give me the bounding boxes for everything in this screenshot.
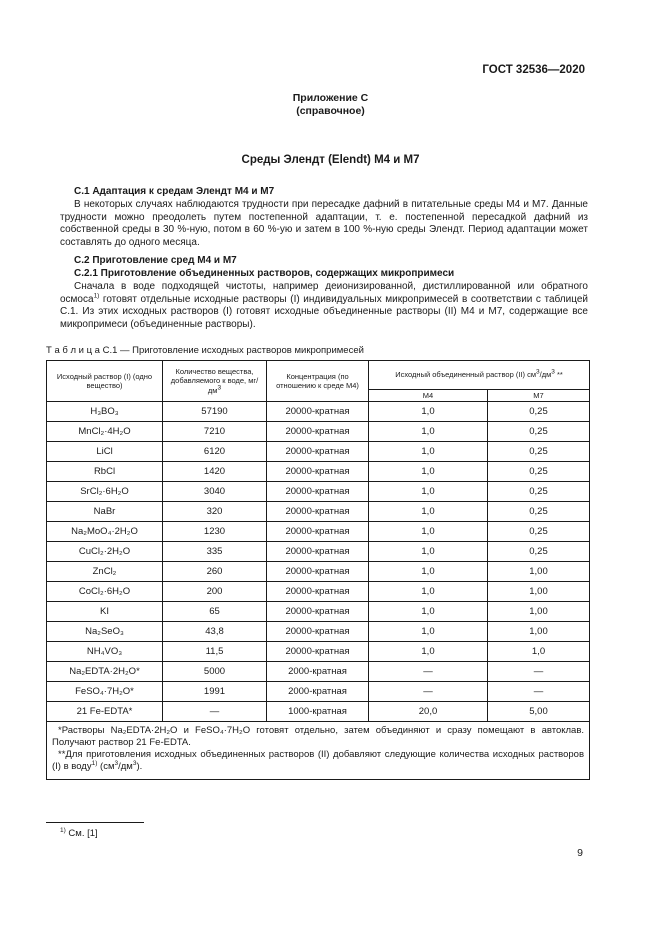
table-row	[47, 502, 590, 522]
table-note-1-text: *Растворы Na₂EDTA·2H₂O и FeSO₄·7H₂O готовят отдельно, затем объединяют и сразу помещают в автоклав. Получают раствор 21 Fe-EDTA.	[52, 725, 585, 748]
cell-substance: ZnCl₂	[47, 562, 163, 582]
cell-concentration: 20000-кратная	[267, 442, 369, 462]
annex-title: Приложение С	[292, 92, 369, 104]
cell-m7: 0,25	[488, 502, 590, 522]
cell-m4: 20,0	[369, 702, 488, 722]
cell-m4: 1,0	[369, 522, 488, 542]
cell-m4: 1,0	[369, 442, 488, 462]
heading-c21: С.2.1 Приготовление объединенных растворов, содержащих микропримеси	[74, 268, 455, 279]
cell-amount: 260	[163, 562, 267, 582]
header-combined-sup-b: 3	[551, 368, 555, 376]
cell-concentration: 1000-кратная	[267, 702, 369, 722]
cell-substance: Na₂EDTA·2H₂O*	[47, 662, 163, 682]
table-row	[47, 482, 590, 502]
table-notes-row	[47, 722, 590, 780]
cell-substance: SrCl₂·6H₂O	[47, 482, 163, 502]
cell-m7: 0,25	[488, 402, 590, 422]
cell-substance: LiCl	[47, 442, 163, 462]
table-row	[47, 462, 590, 482]
cell-concentration: 20000-кратная	[267, 602, 369, 622]
cell-amount: 1230	[163, 522, 267, 542]
cell-amount: 1991	[163, 682, 267, 702]
table-note-2-sup-b: 3	[114, 759, 119, 767]
header-concentration: Концентрация (по отношению к среде М4)	[267, 361, 369, 402]
cell-concentration: 20000-кратная	[267, 642, 369, 662]
header-stock-solution: Исходный раствор (I) (одно вещество)	[47, 361, 163, 402]
page-number: 9	[577, 847, 583, 859]
table-row	[47, 682, 590, 702]
cell-amount: 65	[163, 602, 267, 622]
cell-substance: NH₄VO₃	[47, 642, 163, 662]
cell-m7: —	[488, 682, 590, 702]
cell-concentration: 20000-кратная	[267, 582, 369, 602]
cell-concentration: 2000-кратная	[267, 662, 369, 682]
table-row	[47, 442, 590, 462]
section-title: Среды Элендт (Elendt) М4 и М7	[241, 154, 420, 166]
cell-substance: 21 Fe-EDTA*	[47, 702, 163, 722]
cell-amount: 335	[163, 542, 267, 562]
footnote-divider	[46, 822, 144, 823]
cell-m7: 5,00	[488, 702, 590, 722]
cell-amount: 200	[163, 582, 267, 602]
cell-amount: 57190	[163, 402, 267, 422]
cell-substance: CoCl₂·6H₂O	[47, 582, 163, 602]
table-note-1	[52, 725, 584, 749]
cell-amount: 6120	[163, 442, 267, 462]
paragraph-c21-text-b: готовят отдельные исходные растворы (I) индивидуальных микропримесей в соответствии с таблицей С.1. Из этих исходных растворов (I) готовят исходные объединенные растворы (II) М4 и М7, содержащие все микропримеси (объединенные растворы).	[60, 293, 588, 330]
cell-m4: 1,0	[369, 602, 488, 622]
cell-m7: 1,00	[488, 602, 590, 622]
cell-substance: Na₂SeO₃	[47, 622, 163, 642]
table-notes	[47, 722, 590, 780]
table-note-2-text-a: **Для приготовления исходных объединенных растворов (II) добавляют следующие количества исходных растворов (I) в воду	[52, 749, 585, 772]
table-row	[47, 562, 590, 582]
table-note-2-sup-a: 1)	[91, 759, 98, 767]
cell-concentration: 20000-кратная	[267, 422, 369, 442]
table-note-2-text-d: ).	[136, 761, 143, 772]
header-amount-text: Количество вещества, добавляемого к воде, мг/дм	[170, 366, 259, 395]
cell-m4: 1,0	[369, 642, 488, 662]
cell-m7: 0,25	[488, 442, 590, 462]
cell-amount: 5000	[163, 662, 267, 682]
cell-amount: 320	[163, 502, 267, 522]
footnote-mark: 1)	[60, 826, 66, 834]
paragraph-c1-text: В некоторых случаях наблюдаются трудности при пересадке дафний в питательные среды М4 и М7. Данные трудности можно преодолеть путем постепенной адаптации, т. е. постепенной пересадкой дафний из собственной среды в 30 %-ную, потом в 60 %-ую и затем в 100 %-ную среды Элендт. Период адаптации может составлять до одного месяца.	[60, 199, 588, 248]
table-row	[47, 602, 590, 622]
cell-m7: 1,00	[488, 622, 590, 642]
header-m7: М7	[488, 390, 590, 402]
header-amount-sup: 3	[217, 384, 222, 392]
cell-m7: 1,0	[488, 642, 590, 662]
cell-concentration: 20000-кратная	[267, 522, 369, 542]
table-row	[47, 622, 590, 642]
table-note-2-text-b: (см	[97, 761, 115, 772]
table-note-2	[52, 749, 584, 773]
cell-m4: 1,0	[369, 582, 488, 602]
header-amount	[163, 361, 267, 402]
table-row	[47, 582, 590, 602]
cell-concentration: 20000-кратная	[267, 482, 369, 502]
cell-m7: 0,25	[488, 422, 590, 442]
cell-substance: KI	[47, 602, 163, 622]
paragraph-c21-text-a: Сначала в воде подходящей чистоты, например деионизированной, дистиллированной или обратного осмоса	[60, 281, 588, 305]
cell-m4: —	[369, 682, 488, 702]
cell-substance: FeSO₄·7H₂O*	[47, 682, 163, 702]
cell-m7: 0,25	[488, 522, 590, 542]
header-combined-sup-a: 3	[535, 368, 540, 376]
footnote	[60, 828, 98, 839]
annex-subtitle: (справочное)	[296, 105, 365, 117]
cell-m4: 1,0	[369, 462, 488, 482]
cell-m4: 1,0	[369, 402, 488, 422]
cell-substance: Na₂MoO₄·2H₂O	[47, 522, 163, 542]
footnote-ref: 1)	[93, 292, 100, 300]
cell-amount: —	[163, 702, 267, 722]
heading-c1: С.1 Адаптация к средам Элендт М4 и М7	[74, 186, 275, 197]
cell-m7: 0,25	[488, 542, 590, 562]
paragraph-c21	[60, 281, 588, 331]
table-row	[47, 702, 590, 722]
cell-substance: RbCl	[47, 462, 163, 482]
cell-concentration: 20000-кратная	[267, 562, 369, 582]
table-row	[47, 642, 590, 662]
header-m4: М4	[369, 390, 488, 402]
header-combined-text-b: /дм	[539, 370, 552, 380]
heading-c2: С.2 Приготовление сред М4 и М7	[74, 255, 237, 266]
cell-concentration: 20000-кратная	[267, 622, 369, 642]
cell-m7: —	[488, 662, 590, 682]
cell-m4: 1,0	[369, 622, 488, 642]
table-note-2-text-c: /дм	[118, 761, 133, 772]
table-row	[47, 402, 590, 422]
table-row	[47, 522, 590, 542]
cell-concentration: 20000-кратная	[267, 502, 369, 522]
cell-amount: 43,8	[163, 622, 267, 642]
cell-m7: 0,25	[488, 482, 590, 502]
micronutrient-table	[46, 360, 590, 780]
cell-concentration: 20000-кратная	[267, 462, 369, 482]
cell-amount: 7210	[163, 422, 267, 442]
cell-m4: 1,0	[369, 482, 488, 502]
table-caption: Т а б л и ц а С.1 — Приготовление исходных растворов микропримесей	[46, 345, 364, 356]
cell-m7: 0,25	[488, 462, 590, 482]
cell-substance: MnCl₂·4H₂O	[47, 422, 163, 442]
header-combined-solution	[369, 361, 590, 390]
cell-substance: H₃BO₃	[47, 402, 163, 422]
standard-number: ГОСТ 32536—2020	[482, 64, 585, 76]
cell-m4: 1,0	[369, 542, 488, 562]
cell-substance: CuCl₂·2H₂O	[47, 542, 163, 562]
cell-m7: 1,00	[488, 582, 590, 602]
table-row	[47, 662, 590, 682]
footnote-text: См. [1]	[65, 828, 98, 839]
cell-m4: —	[369, 662, 488, 682]
cell-amount: 11,5	[163, 642, 267, 662]
cell-m4: 1,0	[369, 562, 488, 582]
table-note-2-sup-c: 3	[132, 759, 137, 767]
table-row	[47, 422, 590, 442]
cell-amount: 3040	[163, 482, 267, 502]
paragraph-c1	[60, 199, 588, 249]
cell-m4: 1,0	[369, 502, 488, 522]
cell-amount: 1420	[163, 462, 267, 482]
header-combined-text-c: **	[554, 370, 563, 380]
header-combined-text-a: Исходный объединенный раствор (II) см	[395, 370, 536, 380]
cell-m4: 1,0	[369, 422, 488, 442]
cell-m7: 1,00	[488, 562, 590, 582]
cell-substance: NaBr	[47, 502, 163, 522]
cell-concentration: 20000-кратная	[267, 542, 369, 562]
cell-concentration: 2000-кратная	[267, 682, 369, 702]
cell-concentration: 20000-кратная	[267, 402, 369, 422]
table-row	[47, 542, 590, 562]
